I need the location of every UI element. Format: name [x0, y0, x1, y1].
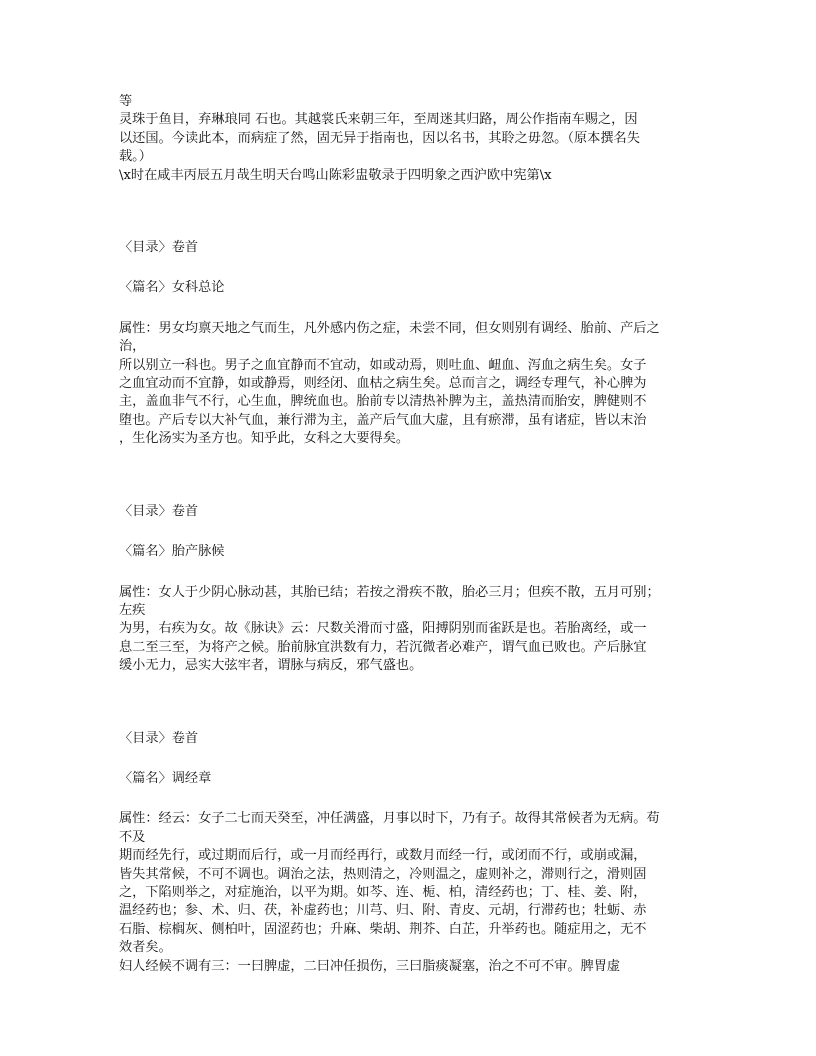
text-line: 之，下陷则举之，对症施治，以平为期。如芩、连、栀、柏，清经药也；丁、桂、姜、附，: [119, 884, 647, 900]
section-pulse-signs: [119, 503, 704, 676]
text-line: 所以别立一科也。男子之血宜静而不宜动，如或动焉，则吐血、衄血、泻血之病生矣。女子: [119, 357, 647, 373]
text-line: 石脂、棕榈灰、侧柏叶，固涩药也；升麻、柴胡、荆芥、白芷，升举药也。随症用之，无不: [119, 921, 647, 937]
text-line: 属性：经云：女子二七而天癸至，冲任满盛，月事以时下，乃有子。故得其常候者为无病。苟: [119, 811, 660, 827]
document-page: [119, 93, 704, 976]
text-line: 属性：男女均禀天地之气而生，凡外感内伤之症，未尝不同，但女则别有调经、胎前、产后之: [119, 320, 660, 336]
text-line: 等: [119, 94, 133, 109]
text-line: 之血宜动而不宜静，如或静焉，则经闭、血枯之病生矣。总而言之，调经专理气，补心脾为: [119, 376, 647, 392]
section-title: 〈篇名〉胎产脉候: [119, 544, 225, 560]
text-line: 属性：女人于少阴心脉动甚，其胎已结；若按之滑疾不散，胎必三月；但疾不散，五月可别；: [119, 584, 660, 600]
section-title: 〈篇名〉调经章: [119, 770, 212, 786]
text-line: 缓小无力，忌实大弦牢者，谓脉与病反，邪气盛也。: [119, 658, 423, 674]
section-female-general: [119, 239, 704, 449]
text-line: 左疾: [119, 602, 146, 618]
text-line: 皆失其常候，不可不调也。调治之法，热则清之，冷则温之，虚则补之，滞则行之，滑则固: [119, 866, 647, 882]
intro-block: [119, 93, 704, 185]
text-line: 以还国。今读此本，而病症了然，固无异于指南也，因以名书，其聆之毋忽。（原本撰名失: [119, 130, 640, 146]
text-line: 温经药也；参、术、归、茯，补虚药也；川芎、归、附、青皮、元胡，行滞药也；牡蛎、赤: [119, 903, 647, 919]
text-line: 堕也。产后专以大补气血，兼行滞为主，盖产后气血大虚，且有瘀滞，虽有诸症，皆以末治: [119, 412, 647, 428]
text-line: 主，盖血非气不行，心生血，脾统血也。胎前专以清热补脾为主，盖热清而胎安，脾健则不: [119, 394, 647, 410]
text-line: 治，: [119, 339, 146, 355]
catalog-heading: 〈目录〉卷首: [119, 240, 199, 256]
text-line: 期而经先行，或过期而后行，或一月而经再行，或数月而经一行，或闭而不行，或崩或漏，: [119, 848, 647, 864]
text-line: 载。）: [119, 149, 152, 165]
text-line: 灵珠于鱼目，弃琳琅同 石也。其越裳氏来朝三年，至周迷其归路，周公作指南车赐之，因: [119, 112, 638, 128]
text-line: 不及: [119, 829, 146, 845]
section-title: 〈篇名〉女科总论: [119, 280, 225, 296]
text-line: ，生化汤实为圣方也。知乎此，女科之大要得矣。: [119, 431, 410, 447]
text-line: 妇人经候不调有三：一曰脾虚，二曰冲任损伤，三曰脂痰凝塞，治之不可不审。脾胃虚: [119, 958, 621, 974]
catalog-heading: 〈目录〉卷首: [119, 503, 199, 519]
text-line: 息二至三至，为将产之候。胎前脉宜洪数有力，若沉微者必难产，谓气血已败也。产后脉宜: [119, 639, 647, 655]
section-menstruation: [119, 730, 704, 976]
text-line: \x时在咸丰丙辰五月哉生明天台鸣山陈彩盅敬录于四明象之西沪欧中宪第\x: [119, 167, 552, 183]
text-line: 效者矣。: [119, 940, 172, 956]
text-line: 为男，右疾为女。故《脉诀》云：尺数关滑而寸盛，阳搏阴别而雀跃是也。若胎离经，或一: [119, 621, 647, 637]
catalog-heading: 〈目录〉卷首: [119, 730, 199, 746]
